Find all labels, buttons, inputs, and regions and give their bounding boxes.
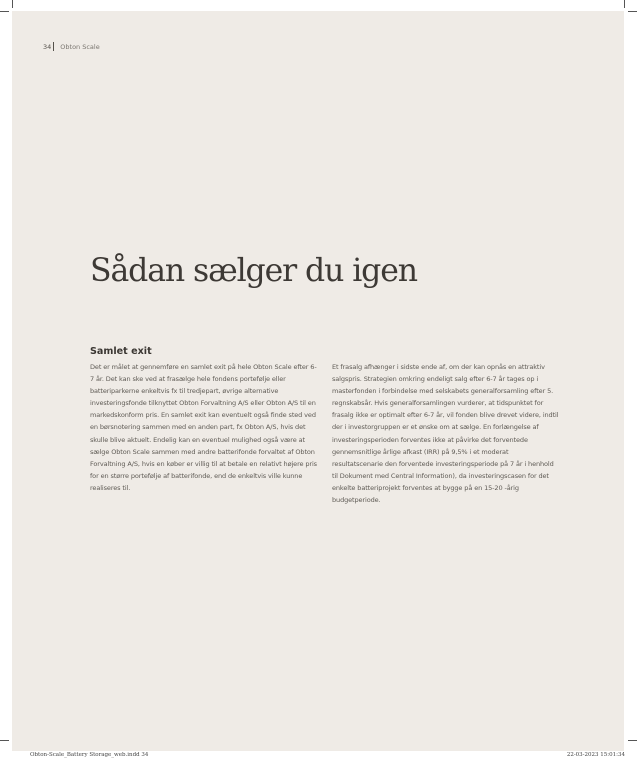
section-name: Obton Scale: [60, 42, 100, 51]
footer-filename: Obton-Scale_Battery Storage_web.indd 34: [30, 752, 149, 758]
section-subheading: Samlet exit: [90, 346, 152, 357]
crop-mark-bottom-left: [0, 740, 9, 741]
crop-mark-top-right: [628, 11, 637, 12]
body-column-right: Et frasalg afhænger i sidste ende af, om der kan opnås en attraktiv salgspris. Strategien omkring endeligt salg efter 6-7 år tages op i masterfonden i forbindelse med selskabets generalforsamling efter 5. regnskabsår. Hvis generalforsamlingen vurderer, at tidspunktet for frasalg ikke er optimalt efter 6-7 år, vil fonden blive drevet videre, indtil der i investorgruppen er et ønske om at sælge. En forlængelse af investeringsperioden forventes ikke at påvirke det forventede gennemsnitlige årlige afkast (IRR) på 9,5% i et moderat resultatscenarie den forventede investeringsperiode på 7 år i henhold til Dokument med Central Information), da investeringscasen for det enkelte batteriprojekt forventes at bygge på en 15-20 -årig budgetperiode.: [332, 363, 559, 505]
page-number: 34: [43, 42, 52, 51]
header-divider: [53, 42, 54, 51]
body-column-left: Det er målet at gennemføre en samlet exit på hele Obton Scale efter 6-7 år. Det kan ske ved at frasælge hele fondens portefølje eller batteriparkerne enkeltvis fx til tredjepart, øvrige alternative investeringsfonde tilknyttet Obton Forvaltning A/S eller Obton A/S til en markedskonform pris. En samlet exit kan eventuelt også finde sted ved en børsnotering sammen med en anden part, fx Obton A/S, hvis det skulle blive aktuelt. Endelig kan en eventuel mulighed også være at sælge Obton Scale sammen med andre batterifonde forvaltet af Obton Forvaltning A/S, hvis en køber er villig til at betale en relativt højere pris for en større portefølje af batterifonde, end de enkeltvis ville kunne realiseres til.: [90, 363, 317, 492]
page-title: Sådan sælger du igen: [90, 253, 417, 289]
crop-mark-top-right-vertical: [624, 0, 625, 8]
crop-mark-top-left-vertical: [12, 0, 13, 8]
running-header: [43, 42, 100, 51]
crop-mark-top-left: [0, 11, 9, 12]
crop-mark-bottom-right: [628, 740, 637, 741]
footer-timestamp: 22-03-2023 15:01:34: [566, 752, 625, 758]
